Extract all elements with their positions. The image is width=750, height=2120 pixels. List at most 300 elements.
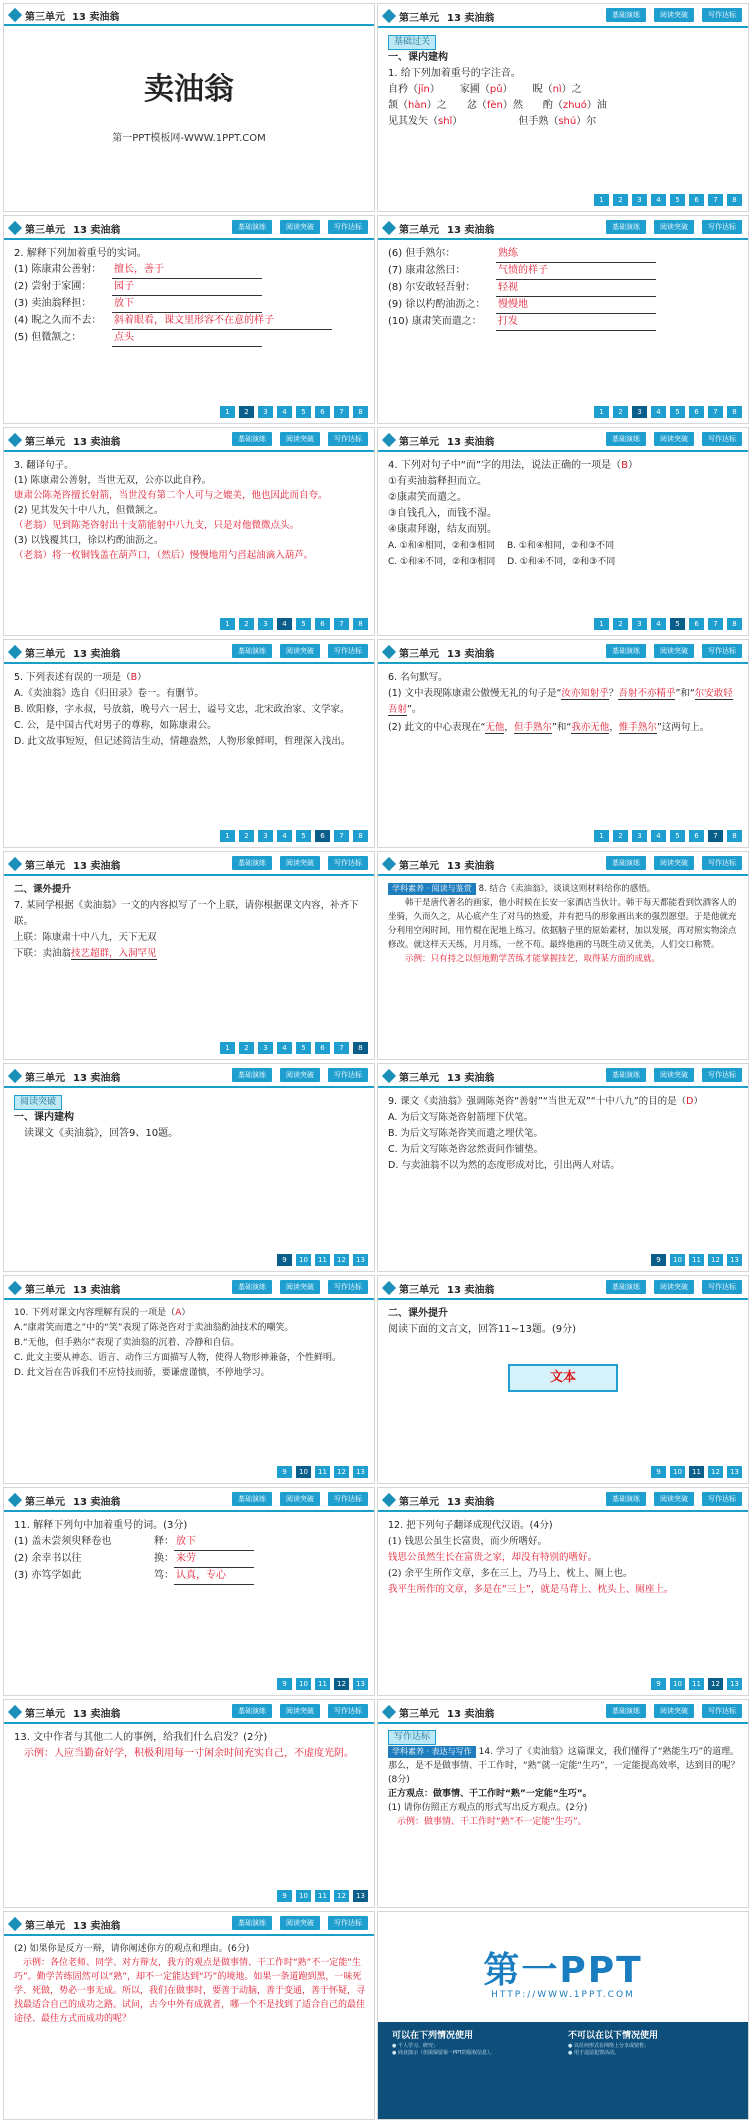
diamond-icon <box>382 221 396 235</box>
tab-basic[interactable]: 基础演练 <box>232 644 272 658</box>
tab-reading[interactable]: 阅读突破 <box>280 1068 320 1082</box>
tab-reading[interactable]: 阅读突破 <box>280 1492 320 1506</box>
tab-writing[interactable]: 写作达标 <box>328 432 368 446</box>
page-button[interactable]: 13 <box>727 1678 742 1690</box>
page-button[interactable]: 8 <box>727 406 742 418</box>
pager <box>220 406 368 418</box>
question-text: 7. 某同学根据《卖油翁》一文的内容拟写了一个上联，请你根据课文内容，补齐下联。 <box>14 900 359 927</box>
usage-band <box>378 2022 748 2120</box>
section-title: 一、课内建构 <box>388 52 448 63</box>
slide-end[interactable] <box>377 1911 749 2120</box>
answer-text: （老翁）将一枚铜钱盖在葫芦口，（然后）慢慢地用勺舀起油滴入葫芦。 <box>14 550 314 561</box>
tab-basic[interactable]: 基础演练 <box>232 1704 272 1718</box>
page-button[interactable]: 8 <box>727 830 742 842</box>
page-button[interactable]: 10 <box>670 1678 685 1690</box>
page-button[interactable]: 10 <box>670 1466 685 1478</box>
page-button[interactable]: 6 <box>689 406 704 418</box>
slide-16[interactable]: 第三单元 13 卖油翁 基础演练 阅读突破 写作达标 12. 把下列句子翻译成现代汉语。(4分) (1) 钱思公虽生长富贵，而少所嗜好。 钱思公虽然生长在富贵之家，却没有特别的嗜好。 (2) 余平生所作文章，多在三上，乃马上、枕上、厕上也。 我平生所作的文章，多是在“三上”，就是马背上、枕头上、厕座上。 9 10 11 12 13 <box>377 1487 749 1696</box>
option-line: A. 为后文写陈尧咨射箭埋下伏笔。 <box>388 1112 534 1123</box>
page-button[interactable]: 9 <box>651 1678 666 1690</box>
pager <box>594 406 742 418</box>
page-button[interactable]: 7 <box>708 406 723 418</box>
allowed-heading: 可以在下列情况使用 <box>392 2031 474 2041</box>
tab-basic[interactable]: 基础演练 <box>606 1492 646 1506</box>
answer-line: (2) 余幸书以往 换： 来劳 <box>14 1551 366 1568</box>
page-button[interactable]: 9 <box>277 1678 292 1690</box>
cover-subtitle: 第一PPT模板网-WWW.1PPT.COM <box>112 133 266 144</box>
tab-basic[interactable]: 基础演练 <box>232 1068 272 1082</box>
tab-basic[interactable]: 基础演练 <box>232 1280 272 1294</box>
tab-basic[interactable]: 基础演练 <box>232 1492 272 1506</box>
page-button[interactable]: 12 <box>334 1254 349 1266</box>
tab-writing[interactable]: 写作达标 <box>702 1068 742 1082</box>
page-button[interactable]: 2 <box>613 618 628 630</box>
brand-url: HTTP://WWW.1PPT.COM <box>491 1990 635 2000</box>
page-button[interactable]: 1 <box>220 618 235 630</box>
option-line: A.“康肃笑而遣之”中的“笑”表现了陈尧咨对于卖油翁酌油技术的嘲笑。 <box>14 1323 294 1333</box>
tab-reading[interactable]: 阅读突破 <box>654 1492 694 1506</box>
diamond-icon <box>8 1493 22 1507</box>
slide-17[interactable]: 第三单元 13 卖油翁 基础演练 阅读突破 写作达标 13. 文中作者与其他二人的事例，给我们什么启发？(2分) 示例：人应当勤奋好学，积极利用每一寸闲余时间充实自己，不虚度光阴。 9 10 11 12 13 <box>3 1699 375 1908</box>
slide-12[interactable]: 第三单元 13 卖油翁 基础演练 阅读突破 写作达标 9. 课文《卖油翁》强调陈尧咨“善射”“当世无双”“十中八九”的目的是（D） A. 为后文写陈尧咨射箭埋下伏笔。 B. 为后文写陈尧咨笑而遣之埋伏笔。 C. 为后文写陈尧咨忿然责问作铺垫。 D. 与卖油翁不以为然的态度形成对比，引出两人对话。 9 10 11 12 13 <box>377 1063 749 1272</box>
question-text: 学科素养 · 表达与写作 14. 学习了《卖油翁》这篇课文，我们懂得了“熟能生巧”的道理。那么，是不是做事情、干工作时，“熟”就一定能“生巧”，一定能提高效率，达到目的呢？(8分) <box>388 1747 740 1785</box>
page-button[interactable]: 7 <box>334 406 349 418</box>
page-button[interactable]: 8 <box>353 830 368 842</box>
page-button[interactable]: 4 <box>651 406 666 418</box>
slide-7[interactable]: 第三单元 13 卖油翁 基础演练 阅读突破 写作达标 5. 下列表述有误的一项是（B） A.《卖油翁》选自《归田录》卷一。有删节。 B. 欧阳修，字永叔，号放翁，晚号六一居士，谥号文忠，北宋政治家、文学家。 C. 公，是中国古代对男子的尊称，如陈康肃公。 D. 此文故事短短，但记述简洁生动，情趣盎然，人物形象鲜明，哲理深入浅出。 1 2 3 4 5 6 7 8 <box>3 639 375 848</box>
option-line: ①有卖油翁释担而立。 <box>388 476 487 487</box>
text-link-button[interactable]: 文本 <box>508 1364 618 1392</box>
pinyin-row: 见其发矢（shǐ） 但手熟（shú）尔 <box>388 116 597 127</box>
page-button[interactable]: 10 <box>296 1890 311 1902</box>
page-button[interactable]: 13 <box>727 1254 742 1266</box>
tab-writing[interactable]: 写作达标 <box>702 8 742 22</box>
tab-reading[interactable]: 阅读突破 <box>654 1280 694 1294</box>
page-button[interactable]: 4 <box>277 830 292 842</box>
diamond-icon <box>382 1069 396 1083</box>
pager <box>220 830 368 842</box>
answer-text: 示例：各位老师、同学、对方辩友，我方的观点是做事情、干工作时“熟”不一定能“生巧”。勤学苦练固然可以“熟”，却不一定能达到“巧”的境地。如果一条道跑到黑，一味死学、死做，势必一事无成。所以，我们在做事时，要善于动脑，善于变通，善于怀疑，寻找最适合自己的成功之路。试问，古今中外有成就者，哪一个不是找到了适合自己的最佳途径、最佳方式而成功的呢？ <box>14 1958 366 2024</box>
page-button[interactable]: 12 <box>708 1678 723 1690</box>
page-button[interactable]: 7 <box>334 1042 349 1054</box>
page-button[interactable]: 4 <box>277 1042 292 1054</box>
tab-basic[interactable]: 基础演练 <box>606 1068 646 1082</box>
cover-title: 卖油翁 <box>144 72 234 107</box>
page-button[interactable]: 11 <box>315 1678 330 1690</box>
tab-basic[interactable]: 基础演练 <box>606 1704 646 1718</box>
answer-line: (9) 徐以杓酌油沥之： 慢慢地 <box>388 297 740 314</box>
forbidden-heading: 不可以在以下情况使用 <box>568 2031 659 2041</box>
page-button[interactable]: 7 <box>708 194 723 206</box>
page-button[interactable]: 10 <box>296 1466 311 1478</box>
diamond-icon <box>8 221 22 235</box>
option-line: B.“无他，但手熟尔”表现了卖油翁的沉着、冷静和自信。 <box>14 1338 240 1348</box>
page-button[interactable]: 2 <box>613 194 628 206</box>
pager <box>594 830 742 842</box>
material-text: 韩干是唐代著名的画家，他小时候在长安一家酒店当伙计。韩干每天都能看到饮酒客人的坐骑，久而久之，从心底产生了对马的热爱，并有把马的形象画出来的强烈愿望。于是他就充分利用空闲时间，用竹棍在泥地上练习。依据脑子里的原始素材，加以发展，再对照实物涂点修改。就这样天天练，月月练，一丝不苟。最终他画的马既生动又优美，人们交口称赞。 <box>388 898 737 950</box>
slide-11[interactable]: 第三单元 13 卖油翁 基础演练 阅读突破 写作达标 阅读突破 一、课内建构 读课文《卖油翁》，回答9、10题。 9 10 11 12 13 <box>3 1063 375 1272</box>
tab-basic[interactable]: 基础演练 <box>232 1916 272 1930</box>
allowed-item: ● 个人学习、研究； <box>392 2043 438 2049</box>
page-button[interactable]: 11 <box>689 1678 704 1690</box>
pager <box>277 1890 368 1902</box>
diamond-icon <box>8 857 22 871</box>
tab-writing[interactable]: 写作达标 <box>328 1280 368 1294</box>
page-button[interactable]: 6 <box>315 406 330 418</box>
page-button[interactable]: 9 <box>651 1254 666 1266</box>
page-button[interactable]: 12 <box>334 1678 349 1690</box>
tab-writing[interactable]: 写作达标 <box>328 1492 368 1506</box>
answer-line: (8) 尔安敢轻吾射： 轻视 <box>388 280 740 297</box>
forbidden-item: ● 以任何形式在网络上分享或销售； <box>568 2043 649 2049</box>
page-button[interactable]: 1 <box>594 830 609 842</box>
page-button[interactable]: 11 <box>315 1890 330 1902</box>
page-button[interactable]: 2 <box>613 406 628 418</box>
question-text: 5. 下列表述有误的一项是（B） <box>14 672 147 683</box>
page-button[interactable]: 5 <box>670 194 685 206</box>
page-button[interactable]: 6 <box>315 1042 330 1054</box>
sentence: (2) 余平生所作文章，多在三上，乃马上、枕上、厕上也。 <box>388 1568 633 1579</box>
page-button[interactable]: 7 <box>334 618 349 630</box>
question-text: 4. 下列对句子中“而”字的用法，说法正确的一项是（B） <box>388 460 638 471</box>
option-line: D. 此文旨在告诉我们不应恃技而骄，要谦虚谨慎，不停地学习。 <box>14 1368 270 1378</box>
positive-view: 正方观点：做事情、干工作时“熟”一定能“生巧”。 <box>388 1789 592 1799</box>
tab-reading[interactable]: 阅读突破 <box>654 432 694 446</box>
page-button[interactable]: 10 <box>296 1254 311 1266</box>
diamond-icon <box>382 1281 396 1295</box>
sentence: (1) 陈康肃公善射，当世无双，公亦以此自矜。 <box>14 475 211 486</box>
brand-logo: 第一PPT <box>483 1950 643 1991</box>
diamond-icon <box>382 9 396 23</box>
tab-basic[interactable]: 基础演练 <box>606 644 646 658</box>
tab-reading[interactable]: 阅读突破 <box>654 8 694 22</box>
page-button[interactable]: 4 <box>651 830 666 842</box>
diamond-icon <box>382 1493 396 1507</box>
tab-basic[interactable]: 基础演练 <box>606 856 646 870</box>
pager <box>594 618 742 630</box>
answer-line: (10) 康肃笑而遣之： 打发 <box>388 314 740 331</box>
tab-writing[interactable]: 写作达标 <box>702 1492 742 1506</box>
page-button[interactable]: 13 <box>353 1890 368 1902</box>
choice-d: D. ①和④不同，②和③不同 <box>507 557 616 567</box>
tab-reading[interactable]: 阅读突破 <box>280 1916 320 1930</box>
page-button[interactable]: 5 <box>670 406 685 418</box>
answer-text: 示例：只有持之以恒地勤学苦练才能掌握技艺，取得某方面的成就。 <box>405 954 661 964</box>
tab-basic[interactable]: 基础演练 <box>232 220 272 234</box>
page-button[interactable]: 1 <box>594 406 609 418</box>
sentence: (3) 以钱覆其口，徐以杓酌油沥之。 <box>14 535 164 546</box>
section-title: 二、课外提升 <box>388 1308 448 1319</box>
choice-b: B. ①和④相同，②和③不同 <box>507 541 615 551</box>
pager <box>594 194 742 206</box>
answer-text: 示例：做事情、干工作时“熟”不一定能“生巧”。 <box>397 1817 587 1827</box>
question-text: (2) 如果你是反方一辩，请你阐述你方的观点和理由。(6分) <box>14 1944 250 1954</box>
page-button[interactable]: 5 <box>296 1042 311 1054</box>
section-title: 一、课内建构 <box>14 1112 74 1123</box>
page-button[interactable]: 3 <box>632 830 647 842</box>
option-line: ②康肃笑而遣之。 <box>388 492 467 503</box>
tab-reading[interactable]: 阅读突破 <box>280 1704 320 1718</box>
answer-line: (4) 睨之久而不去： 斜着眼看，课文里形容不在意的样子 <box>14 313 366 330</box>
page-button[interactable]: 8 <box>353 1042 368 1054</box>
diamond-icon <box>8 1917 22 1931</box>
slide-4[interactable]: 第三单元 13 卖油翁 基础演练 阅读突破 写作达标 (6) 但手熟尔： 熟练 (7) 康肃忿然曰： 气愤的样子 (8) 尔安敢轻吾射： 轻视 (9) 徐以杓酌油沥之： 慢慢地 (10) 康肃笑而遣之： 打发 1 2 3 4 5 6 7 8 <box>377 215 749 424</box>
tab-reading[interactable]: 阅读突破 <box>654 220 694 234</box>
answer-line: (3) 卖油翁释担： 放下 <box>14 296 366 313</box>
tab-basic[interactable]: 基础演练 <box>232 856 272 870</box>
answer-line: (5) 但微颔之： 点头 <box>14 330 366 347</box>
tab-basic[interactable]: 基础演练 <box>606 220 646 234</box>
page-button[interactable]: 13 <box>727 1466 742 1478</box>
slide-10[interactable]: 第三单元 13 卖油翁 基础演练 阅读突破 写作达标 学科素养 · 阅读与鉴赏 8. 结合《卖油翁》，谈谈这则材料给你的感悟。 韩干是唐代著名的画家，他小时候在长安一家酒店当伙计。韩干每天都能看到饮酒客人的坐骑，久而久之，从心底产生了对马的热爱，并有把马的形象画出来的强烈愿望。于是他就充分利用空闲时间，用竹棍在泥地上练习。依据脑子里的原始素材，加以发展，再对照实物涂点修改。就这样天天练，月月练，一丝不苟。最终他画的马既生动又优美，人们交口称赞。 示例：只有持之以恒地勤学苦练才能掌握技艺，取得某方面的成就。 <box>377 851 749 1060</box>
answer-line: (1) 陈康肃公善射： 擅长，善于 <box>14 262 366 279</box>
question-text: 9. 课文《卖油翁》强调陈尧咨“善射”“当世无双”“十中八九”的目的是（D） <box>388 1096 703 1107</box>
page-button[interactable]: 9 <box>277 1890 292 1902</box>
page-button[interactable]: 8 <box>727 618 742 630</box>
page-button[interactable]: 8 <box>353 406 368 418</box>
section-badge: 写作达标 <box>388 1730 436 1745</box>
diamond-icon <box>8 1281 22 1295</box>
tab-reading[interactable]: 阅读突破 <box>280 220 320 234</box>
answer-line: (6) 但手熟尔： 熟练 <box>388 246 740 263</box>
diamond-icon <box>382 857 396 871</box>
answer-line: (3) 亦笃学如此 笃： 认真，专心 <box>14 1568 366 1585</box>
answer-text: 我平生所作的文章，多是在“三上”，就是马背上、枕头上、厕座上。 <box>388 1584 674 1595</box>
page-button[interactable]: 6 <box>315 830 330 842</box>
diamond-icon <box>8 433 22 447</box>
allowed-item: ● 商业演示（但需保留第一PPT的版权信息）。 <box>392 2050 495 2056</box>
pager <box>277 1466 368 1478</box>
tab-reading[interactable]: 阅读突破 <box>280 644 320 658</box>
page-button[interactable]: 12 <box>708 1254 723 1266</box>
answer-line: (2) 尝射于家圃： 园子 <box>14 279 366 296</box>
sentence: (2) 见其发矢十中八九，但微颔之。 <box>14 505 164 516</box>
sentence: (1) 钱思公虽生长富贵，而少所嗜好。 <box>388 1536 547 1547</box>
page-button[interactable]: 7 <box>708 618 723 630</box>
page-button[interactable]: 6 <box>689 194 704 206</box>
page-button[interactable]: 13 <box>353 1678 368 1690</box>
slide-3[interactable]: 第三单元 13 卖油翁 基础演练 阅读突破 写作达标 2. 解释下列加着重号的实词。 (1) 陈康肃公善射： 擅长，善于 (2) 尝射于家圃： 园子 (3) 卖油翁释担： 放下 (4) 睨之久而不去： 斜着眼看，课文里形容不在意的样子 (5) 但微颔之： 点头 1 2 3 4 5 6 7 8 <box>3 215 375 424</box>
question-text: 读课文《卖油翁》，回答9、10题。 <box>24 1128 179 1139</box>
answer-text: 示例：人应当勤奋好学，积极利用每一寸闲余时间充实自己，不虚度光阴。 <box>24 1748 354 1759</box>
page-button[interactable]: 4 <box>651 618 666 630</box>
page-button[interactable]: 13 <box>353 1254 368 1266</box>
diamond-icon <box>8 645 22 659</box>
pager <box>651 1466 742 1478</box>
sub-question: (1) 请你仿照正方观点的形式写出反方观点。(2分) <box>388 1803 588 1813</box>
diamond-icon <box>8 1069 22 1083</box>
tab-writing[interactable]: 写作达标 <box>702 220 742 234</box>
page-button[interactable]: 5 <box>296 618 311 630</box>
tab-writing[interactable]: 写作达标 <box>328 1704 368 1718</box>
question-text: 1. 给下列加着重号的字注音。 <box>388 68 521 79</box>
page-button[interactable]: 6 <box>315 618 330 630</box>
answer-line: (1) 盖未尝须臾释卷也 释： 放下 <box>14 1534 366 1551</box>
slide-15[interactable]: 第三单元 13 卖油翁 基础演练 阅读突破 写作达标 11. 解释下列句中加着重号的词。(3分) (1) 盖未尝须臾释卷也 释： 放下 (2) 余幸书以往 换： 来劳 (3) 亦笃学如此 笃： 认真，专心 9 10 11 12 13 <box>3 1487 375 1696</box>
slide-6[interactable]: 第三单元 13 卖油翁 基础演练 阅读突破 写作达标 4. 下列对句子中“而”字的用法，说法正确的一项是（B） ①有卖油翁释担而立。 ②康肃笑而遣之。 ③自钱孔入，而钱不湿。 ④康肃拜谢，结友而别。 A. ①和④相同，②和③相同 B. ①和④相同，②和③不同 C. ①和④不同，②和③相同 D. ①和④不同，②和③不同 1 2 3 4 5 6 7 8 <box>377 427 749 636</box>
slide-14[interactable]: 第三单元 13 卖油翁 基础演练 阅读突破 写作达标 二、课外提升 阅读下面的文言文，回答11~13题。(9分) 文本 9 10 11 12 13 <box>377 1275 749 1484</box>
page-button[interactable]: 4 <box>651 194 666 206</box>
page-button[interactable]: 8 <box>353 618 368 630</box>
tab-writing[interactable]: 写作达标 <box>328 856 368 870</box>
diamond-icon <box>8 1705 22 1719</box>
header-unit: 第三单元 13 卖油翁 <box>25 12 120 23</box>
tab-basic[interactable]: 基础演练 <box>606 432 646 446</box>
question-text: 2. 解释下列加着重号的实词。 <box>14 248 147 259</box>
page-button[interactable]: 3 <box>632 194 647 206</box>
page-button[interactable]: 7 <box>708 830 723 842</box>
tab-writing[interactable]: 写作达标 <box>702 644 742 658</box>
forbidden-item: ● 用于违法犯罪活动。 <box>568 2050 619 2056</box>
tab-writing[interactable]: 写作达标 <box>702 432 742 446</box>
tab-reading[interactable]: 阅读突破 <box>654 1068 694 1082</box>
page-button[interactable]: 8 <box>727 194 742 206</box>
slide-2[interactable]: 第三单元 13 卖油翁 基础演练 阅读突破 写作达标 基础过关 一、课内建构 1. 给下列加着重号的字注音。 自矜（jīn） 家圃（pǔ） 睨（nì）之 颔（hàn）之 忿（fèn）然 酌（zhuó）油 见其发矢（shǐ） 但手熟（shú）尔 1 2 3 4 5 6 7 8 <box>377 3 749 212</box>
pager <box>651 1678 742 1690</box>
diamond-icon <box>382 1705 396 1719</box>
tab-reading[interactable]: 阅读突破 <box>280 856 320 870</box>
tab-writing[interactable]: 写作达标 <box>328 1916 368 1930</box>
question-text: 阅读下面的文言文，回答11~13题。(9分) <box>388 1324 576 1335</box>
page-button[interactable]: 12 <box>334 1890 349 1902</box>
page-button[interactable]: 11 <box>315 1254 330 1266</box>
page-button[interactable]: 9 <box>651 1466 666 1478</box>
option-line: B. 欧阳修，字永叔，号放翁，晚号六一居士，谥号文忠，北宋政治家、文学家。 <box>14 704 350 715</box>
section-badge: 阅读突破 <box>14 1095 62 1110</box>
page-button[interactable]: 6 <box>689 830 704 842</box>
option-line: A.《卖油翁》选自《归田录》卷一。有删节。 <box>14 688 204 699</box>
option-line: ③自钱孔入，而钱不湿。 <box>388 508 497 519</box>
page-button[interactable]: 1 <box>220 830 235 842</box>
page-button[interactable]: 5 <box>670 618 685 630</box>
couplet-down: 下联：卖油翁技艺超群，入洞罕见 <box>14 948 157 959</box>
page-button[interactable]: 9 <box>277 1254 292 1266</box>
option-line: D. 此文故事短短，但记述简洁生动，情趣盎然，人物形象鲜明，哲理深入浅出。 <box>14 736 351 747</box>
choice-a: A. ①和④相同，②和③相同 <box>388 541 495 551</box>
option-line: C. 公，是中国古代对男子的尊称，如陈康肃公。 <box>14 720 217 731</box>
page-button[interactable]: 5 <box>670 830 685 842</box>
couplet-up: 上联：陈康肃十中八九，天下无双 <box>14 932 157 943</box>
question-text: 3. 翻译句子。 <box>14 460 74 471</box>
page-button[interactable]: 4 <box>277 618 292 630</box>
tab-basic[interactable]: 基础演练 <box>232 432 272 446</box>
page-button[interactable]: 3 <box>632 406 647 418</box>
slide-19[interactable]: 第三单元 13 卖油翁 基础演练 阅读突破 写作达标 (2) 如果你是反方一辩，请你阐述你方的观点和理由。(6分) 示例：各位老师、同学、对方辩友，我方的观点是做事情、干工作时“熟”不一定能“生巧”。勤学苦练固然可以“熟”，却不一定能达到“巧”的境地。如果一条道跑到黑，一味死学、死做，势必一事无成。所以，我们在做事时，要善于动脑，善于变通，善于怀疑，寻找最适合自己的成功之路。试问，古今中外有成就者，哪一个不是找到了适合自己的最佳途径、最佳方式而成功的呢？ <box>3 1911 375 2120</box>
page-button[interactable]: 7 <box>334 830 349 842</box>
pager <box>277 1254 368 1266</box>
page-button[interactable]: 9 <box>277 1466 292 1478</box>
question-text: 6. 名句默写。 <box>388 672 448 683</box>
page-button[interactable]: 3 <box>258 830 273 842</box>
page-button[interactable]: 11 <box>315 1466 330 1478</box>
pager <box>277 1678 368 1690</box>
page-button[interactable]: 12 <box>708 1466 723 1478</box>
tab-reading[interactable]: 阅读突破 <box>654 1704 694 1718</box>
page-button[interactable]: 5 <box>296 830 311 842</box>
tab-writing[interactable]: 写作达标 <box>702 1704 742 1718</box>
slide-5[interactable]: 第三单元 13 卖油翁 基础演练 阅读突破 写作达标 3. 翻译句子。 (1) 陈康肃公善射，当世无双，公亦以此自矜。 康肃公陈尧咨擅长射箭，当世没有第二个人可与之媲美，他也因此而自夸。 (2) 见其发矢十中八九，但微颔之。 （老翁）见到陈尧咨射出十支箭能射中八九支，只是对他微微点头。 (3) 以钱覆其口，徐以杓酌油沥之。 （老翁）将一枚铜钱盖在葫芦口，（然后）慢慢地用勺舀起油滴入葫芦。 1 2 3 4 5 6 7 8 <box>3 427 375 636</box>
question-text: 11. 解释下列句中加着重号的词。(3分) <box>14 1520 188 1531</box>
question-text: 学科素养 · 阅读与鉴赏 8. 结合《卖油翁》，谈谈这则材料给你的感悟。 <box>388 882 740 896</box>
pager <box>220 1042 368 1054</box>
page-button[interactable]: 3 <box>258 618 273 630</box>
tab-reading[interactable]: 阅读突破 <box>654 856 694 870</box>
page-button[interactable]: 12 <box>334 1466 349 1478</box>
option-line: ④康肃拜谢，结友而别。 <box>388 524 497 535</box>
answer-line: (1) 文中表现陈康肃公傲慢无礼的句子是“汝亦知射乎？吾射不亦精乎”和“尔安敢轻吾射”。 <box>388 688 733 715</box>
page-button[interactable]: 2 <box>239 406 254 418</box>
slide-8[interactable]: 第三单元 13 卖油翁 基础演练 阅读突破 写作达标 6. 名句默写。 (1) 文中表现陈康肃公傲慢无礼的句子是“汝亦知射乎？吾射不亦精乎”和“尔安敢轻吾射”。 (2) 此文的中心表现在“无他，但手熟尔”和“我亦无他，惟手熟尔”这两句上。 1 2 3 4 5 6 7 8 <box>377 639 749 848</box>
page-button[interactable]: 3 <box>632 618 647 630</box>
tab-writing[interactable]: 写作达标 <box>328 644 368 658</box>
pager <box>220 618 368 630</box>
choice-c: C. ①和④不同，②和③相同 <box>388 557 496 567</box>
tab-writing[interactable]: 写作达标 <box>328 1068 368 1082</box>
pinyin-row: 颔（hàn）之 忿（fèn）然 酌（zhuó）油 <box>388 100 607 111</box>
page-button[interactable]: 13 <box>353 1466 368 1478</box>
page-button[interactable]: 2 <box>239 618 254 630</box>
slide-9[interactable]: 第三单元 13 卖油翁 基础演练 阅读突破 写作达标 二、课外提升 7. 某同学根据《卖油翁》一文的内容拟写了一个上联，请你根据课文内容，补齐下联。 上联：陈康肃十中八九，天下无双 下联：卖油翁技艺超群，入洞罕见 1 2 3 4 5 6 7 8 <box>3 851 375 1060</box>
page-button[interactable]: 2 <box>239 830 254 842</box>
diamond-icon <box>8 8 22 22</box>
slide-18[interactable]: 第三单元 13 卖油翁 基础演练 阅读突破 写作达标 写作达标 学科素养 · 表达与写作 14. 学习了《卖油翁》这篇课文，我们懂得了“熟能生巧”的道理。那么，是不是做事情、干工作时，“熟”就一定能“生巧”，一定能提高效率，达到目的呢？(8分) 正方观点：做事情、干工作时“熟”一定能“生巧”。 (1) 请你仿照正方观点的形式写出反方观点。(2分) 示例：做事情、干工作时“熟”不一定能“生巧”。 <box>377 1699 749 1908</box>
page-button[interactable]: 10 <box>296 1678 311 1690</box>
slide-cover[interactable] <box>3 3 375 212</box>
tab-reading[interactable]: 阅读突破 <box>654 644 694 658</box>
page-button[interactable]: 2 <box>613 830 628 842</box>
page-button[interactable]: 11 <box>689 1254 704 1266</box>
section-badge: 基础过关 <box>388 35 436 50</box>
page-button[interactable]: 2 <box>239 1042 254 1054</box>
pager <box>651 1254 742 1266</box>
option-line: B. 为后文写陈尧咨笑而遣之埋伏笔。 <box>388 1128 544 1139</box>
section-title: 二、课外提升 <box>14 884 72 895</box>
answer-text: （老翁）见到陈尧咨射出十支箭能射中八九支，只是对他微微点头。 <box>14 520 300 531</box>
option-line: C. 为后文写陈尧咨忿然责问作铺垫。 <box>388 1144 544 1155</box>
option-line: D. 与卖油翁不以为然的态度形成对比，引出两人对话。 <box>388 1160 620 1171</box>
tab-basic[interactable]: 基础演练 <box>606 8 646 22</box>
page-button[interactable]: 1 <box>594 194 609 206</box>
tab-reading[interactable]: 阅读突破 <box>280 432 320 446</box>
page-button[interactable]: 5 <box>296 406 311 418</box>
answer-text: 康肃公陈尧咨擅长射箭，当世没有第二个人可与之媲美，他也因此而自夸。 <box>14 490 328 501</box>
pinyin-row: 自矜（jīn） 家圃（pǔ） 睨（nì）之 <box>388 84 582 95</box>
tab-writing[interactable]: 写作达标 <box>702 1280 742 1294</box>
tab-reading[interactable]: 阅读突破 <box>280 1280 320 1294</box>
page-button[interactable]: 6 <box>689 618 704 630</box>
page-button[interactable]: 3 <box>258 406 273 418</box>
question-text: 10. 下列对课文内容理解有误的一项是（A） <box>14 1308 191 1318</box>
diamond-icon <box>382 433 396 447</box>
tab-writing[interactable]: 写作达标 <box>328 220 368 234</box>
slide-13[interactable]: 第三单元 13 卖油翁 基础演练 阅读突破 写作达标 10. 下列对课文内容理解有误的一项是（A） A.“康肃笑而遣之”中的“笑”表现了陈尧咨对于卖油翁酌油技术的嘲笑。 B.“无他，但手熟尔”表现了卖油翁的沉着、冷静和自信。 C. 此文主要从神态、语言、动作三方面描写人物，使得人物形神兼备，个性鲜明。 D. 此文旨在告诉我们不应恃技而骄，要谦虚谨慎，不停地学习。 9 10 11 12 13 <box>3 1275 375 1484</box>
answer-text: 钱思公虽然生长在富贵之家，却没有特别的嗜好。 <box>388 1552 598 1563</box>
option-line: C. 此文主要从神态、语言、动作三方面描写人物，使得人物形神兼备，个性鲜明。 <box>14 1353 342 1363</box>
page-button[interactable]: 1 <box>220 406 235 418</box>
page-button[interactable]: 1 <box>594 618 609 630</box>
diamond-icon <box>382 645 396 659</box>
answer-line: (2) 此文的中心表现在“无他，但手熟尔”和“我亦无他，惟手熟尔”这两句上。 <box>388 722 710 733</box>
answer-line: (7) 康肃忿然曰： 气愤的样子 <box>388 263 740 280</box>
question-text: 12. 把下列句子翻译成现代汉语。(4分) <box>388 1520 553 1531</box>
page-button[interactable]: 10 <box>670 1254 685 1266</box>
tab-writing[interactable]: 写作达标 <box>702 856 742 870</box>
page-button[interactable]: 3 <box>258 1042 273 1054</box>
tab-basic[interactable]: 基础演练 <box>606 1280 646 1294</box>
page-button[interactable]: 4 <box>277 406 292 418</box>
page-button[interactable]: 1 <box>220 1042 235 1054</box>
page-button[interactable]: 11 <box>689 1466 704 1478</box>
